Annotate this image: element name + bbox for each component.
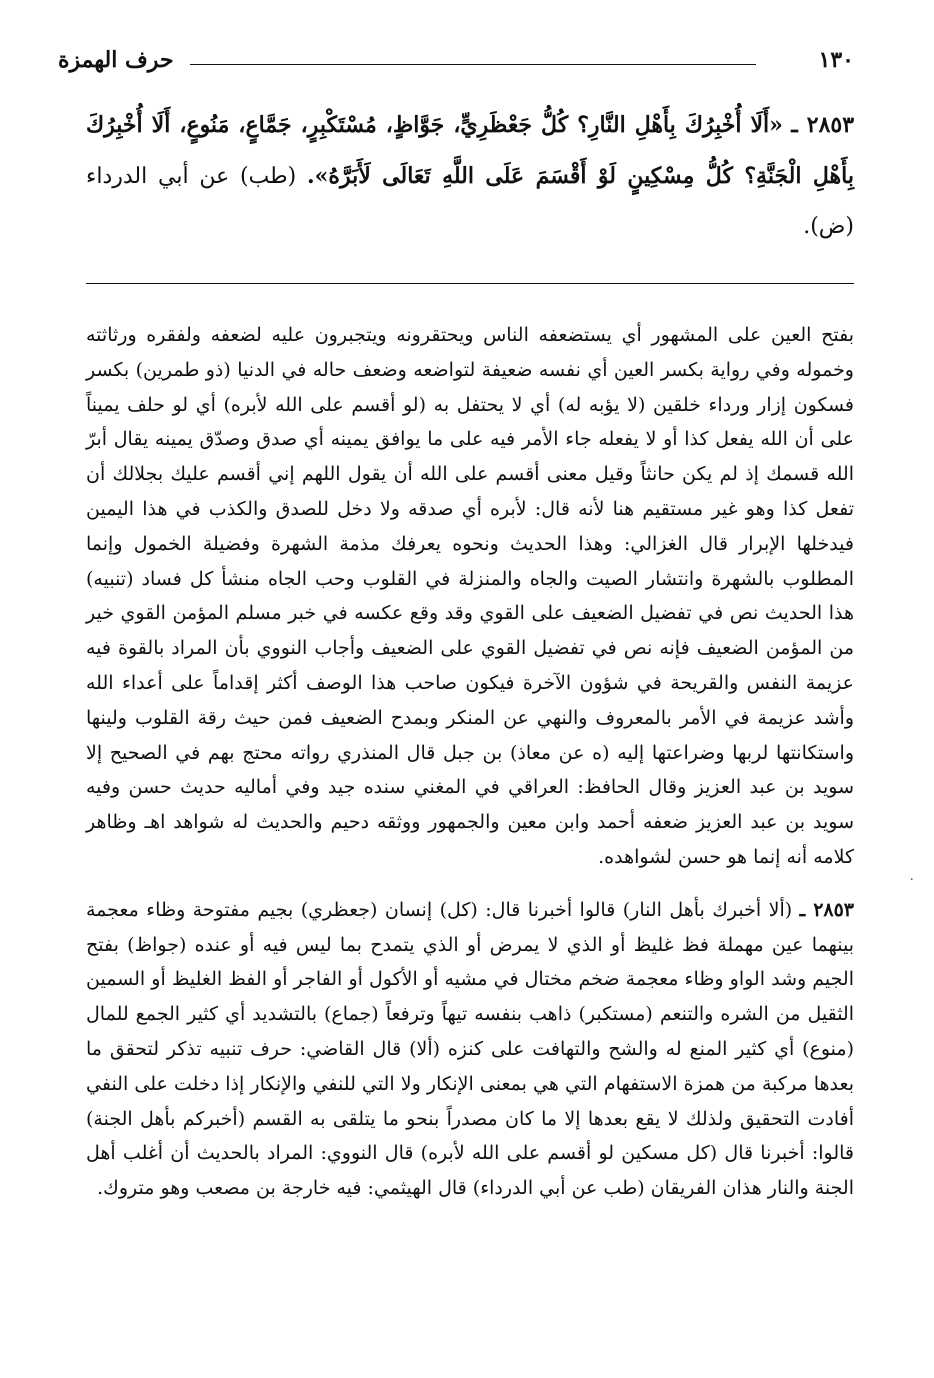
- commentary-paragraph-2-wrapper: [86, 893, 854, 1206]
- commentary-paragraph-2: (ألا أخبرك بأهل النار) قالوا أخبرنا قال: (كل) إنسان (جعظري) بجيم مفتوحة وظاء معجمة بينهما عين مهملة فظ غليظ أو الذي لا يمرض أو الذي يتمدح بما ليس فيه أو عنده (جواظ) بفتح الجيم وشد الواو وظاء معجمة ضخم مختال في مشيه أو الأكول أو الفاجر أو الفظ الغليظ أو السمين الثقيل من الشره والتنعم (مستكبر) ذاهب بنفسه تيهاً وترفعاً (جماع) بالتشديد أي كثير الجمع للمال (منوع) أي كثير المنع له والشح والتهافت على كنزه (ألا) قال القاضي: حرف تنبيه تذكر لتحقق ما بعدها مركبة من همزة الاستفهام التي هي بمعنى الإنكار ولا التي للنفي والإنكار إذا دخلت على النفي أفادت التحقيق ولذلك لا يقع بعدها إلا ما كان مصدراً بنحو ما يتلقى به القسم (أخبركم بأهل الجنة) قالوا: أخبرنا قال (كل مسكين لو أقسم على الله لأبره) قال النووي: المراد بالحديث أن أغلب أهل الجنة والنار هذان الفريقان (طب عن أبي الدرداء) قال الهيثمي: فيه خارجة بن مصعب وهو متروك.: [86, 898, 854, 1200]
- section-title: حرف الهمزة: [58, 47, 174, 73]
- commentary-paragraph-1: بفتح العين على المشهور أي يستضعفه الناس ويحتقرونه ويتجبرون عليه لضعفه ولفقره ورثاثته وخموله وفي رواية بكسر العين أي نفسه ضعيفة لتواضعه وضعف حاله في الدنيا (ذو طمرين) بكسر فسكون إزار ورداء خلقين (لا يؤبه له) أي لا يحتفل به (لو أقسم على الله لأبره) أي لو حلف يميناً على أن الله يفعل كذا أو لا يفعله جاء الأمر فيه على ما يوافق يمينه أي صدق وصدّق يمينه يقال أبرّ الله قسمك إذ لم يكن حانثاً وقيل معنى أقسم على الله أن يقول اللهم إني أقسم عليك بجلالك أن تفعل كذا وهو غير مستقيم هنا لأنه قال: لأبره أي صدقه ولا دخل للصدق والكذب في هذا اليمين فيدخلها الإبرار قال الغزالي: وهذا الحديث ونحوه يعرفك مذمة الشهرة وفضيلة الخمول وإنما المطلوب بالشهرة وانتشار الصيت والجاه والمنزلة في القلوب وحب الجاه منشأ كل فساد (تنبيه) هذا الحديث نص في تفضيل الضعيف على القوي وقد وقع عكسه في خبر مسلم المؤمن القوي خير من المؤمن الضعيف فإنه نص في تفضيل القوي على الضعيف وأجاب النووي بأن المراد بالقوة فيه عزيمة النفس والقريحة في شؤون الآخرة فيكون صاحب هذا الوصف أكثر إقداماً على أعداء الله وأشد عزيمة في الأمر بالمعروف والنهي عن المنكر وبمدح الضعيف فمن حيث رقة القلوب ولينها واستكانتها لربها وضراعتها إليه (ه عن معاذ) بن جبل قال المنذري رواته محتج بهم في الصحيح إلا سويد بن عبد العزيز وقال الحافظ: العراقي في المغني سنده جيد وفي أماليه حديث حسن وفيه سويد بن عبد العزيز ضعفه أحمد وابن معين والجمهور ووثقه دحيم والحديث له شواهد اهـ وظاهر كلامه أنه إنما هو حسن لشواهده.: [86, 324, 854, 868]
- page-header: [58, 40, 854, 80]
- margin-mark: ·: [909, 872, 914, 888]
- commentary-block: [86, 318, 854, 1206]
- header-rule: [190, 64, 756, 65]
- hadith-number: ٢٨٥٣ ـ: [791, 112, 855, 138]
- section-divider: [86, 283, 854, 284]
- hadith-text-block: [86, 100, 854, 252]
- commentary-paragraph-2-number: ٢٨٥٣ ـ: [799, 898, 855, 921]
- hadith-text: «أَلَا أُخْبِرُكَ بِأَهْلِ النَّارِ؟ كُلُّ جَعْظَرِيٍّ، جَوَّاظٍ، مُسْتَكْبِرٍ، جَمَّاعٍ، مَنُوعٍ، أَلَا أُخْبِرُكَ بِأَهْلِ الْجَنَّةِ؟ كُلُّ مِسْكِينٍ لَوْ أَقْسَمَ عَلَى اللَّهِ تَعَالَى لَأَبَرَّهُ».: [86, 112, 854, 189]
- page-number: ١٣٠: [818, 47, 854, 73]
- hadith-source: (طب) عن أبي الدرداء (ض).: [86, 164, 854, 239]
